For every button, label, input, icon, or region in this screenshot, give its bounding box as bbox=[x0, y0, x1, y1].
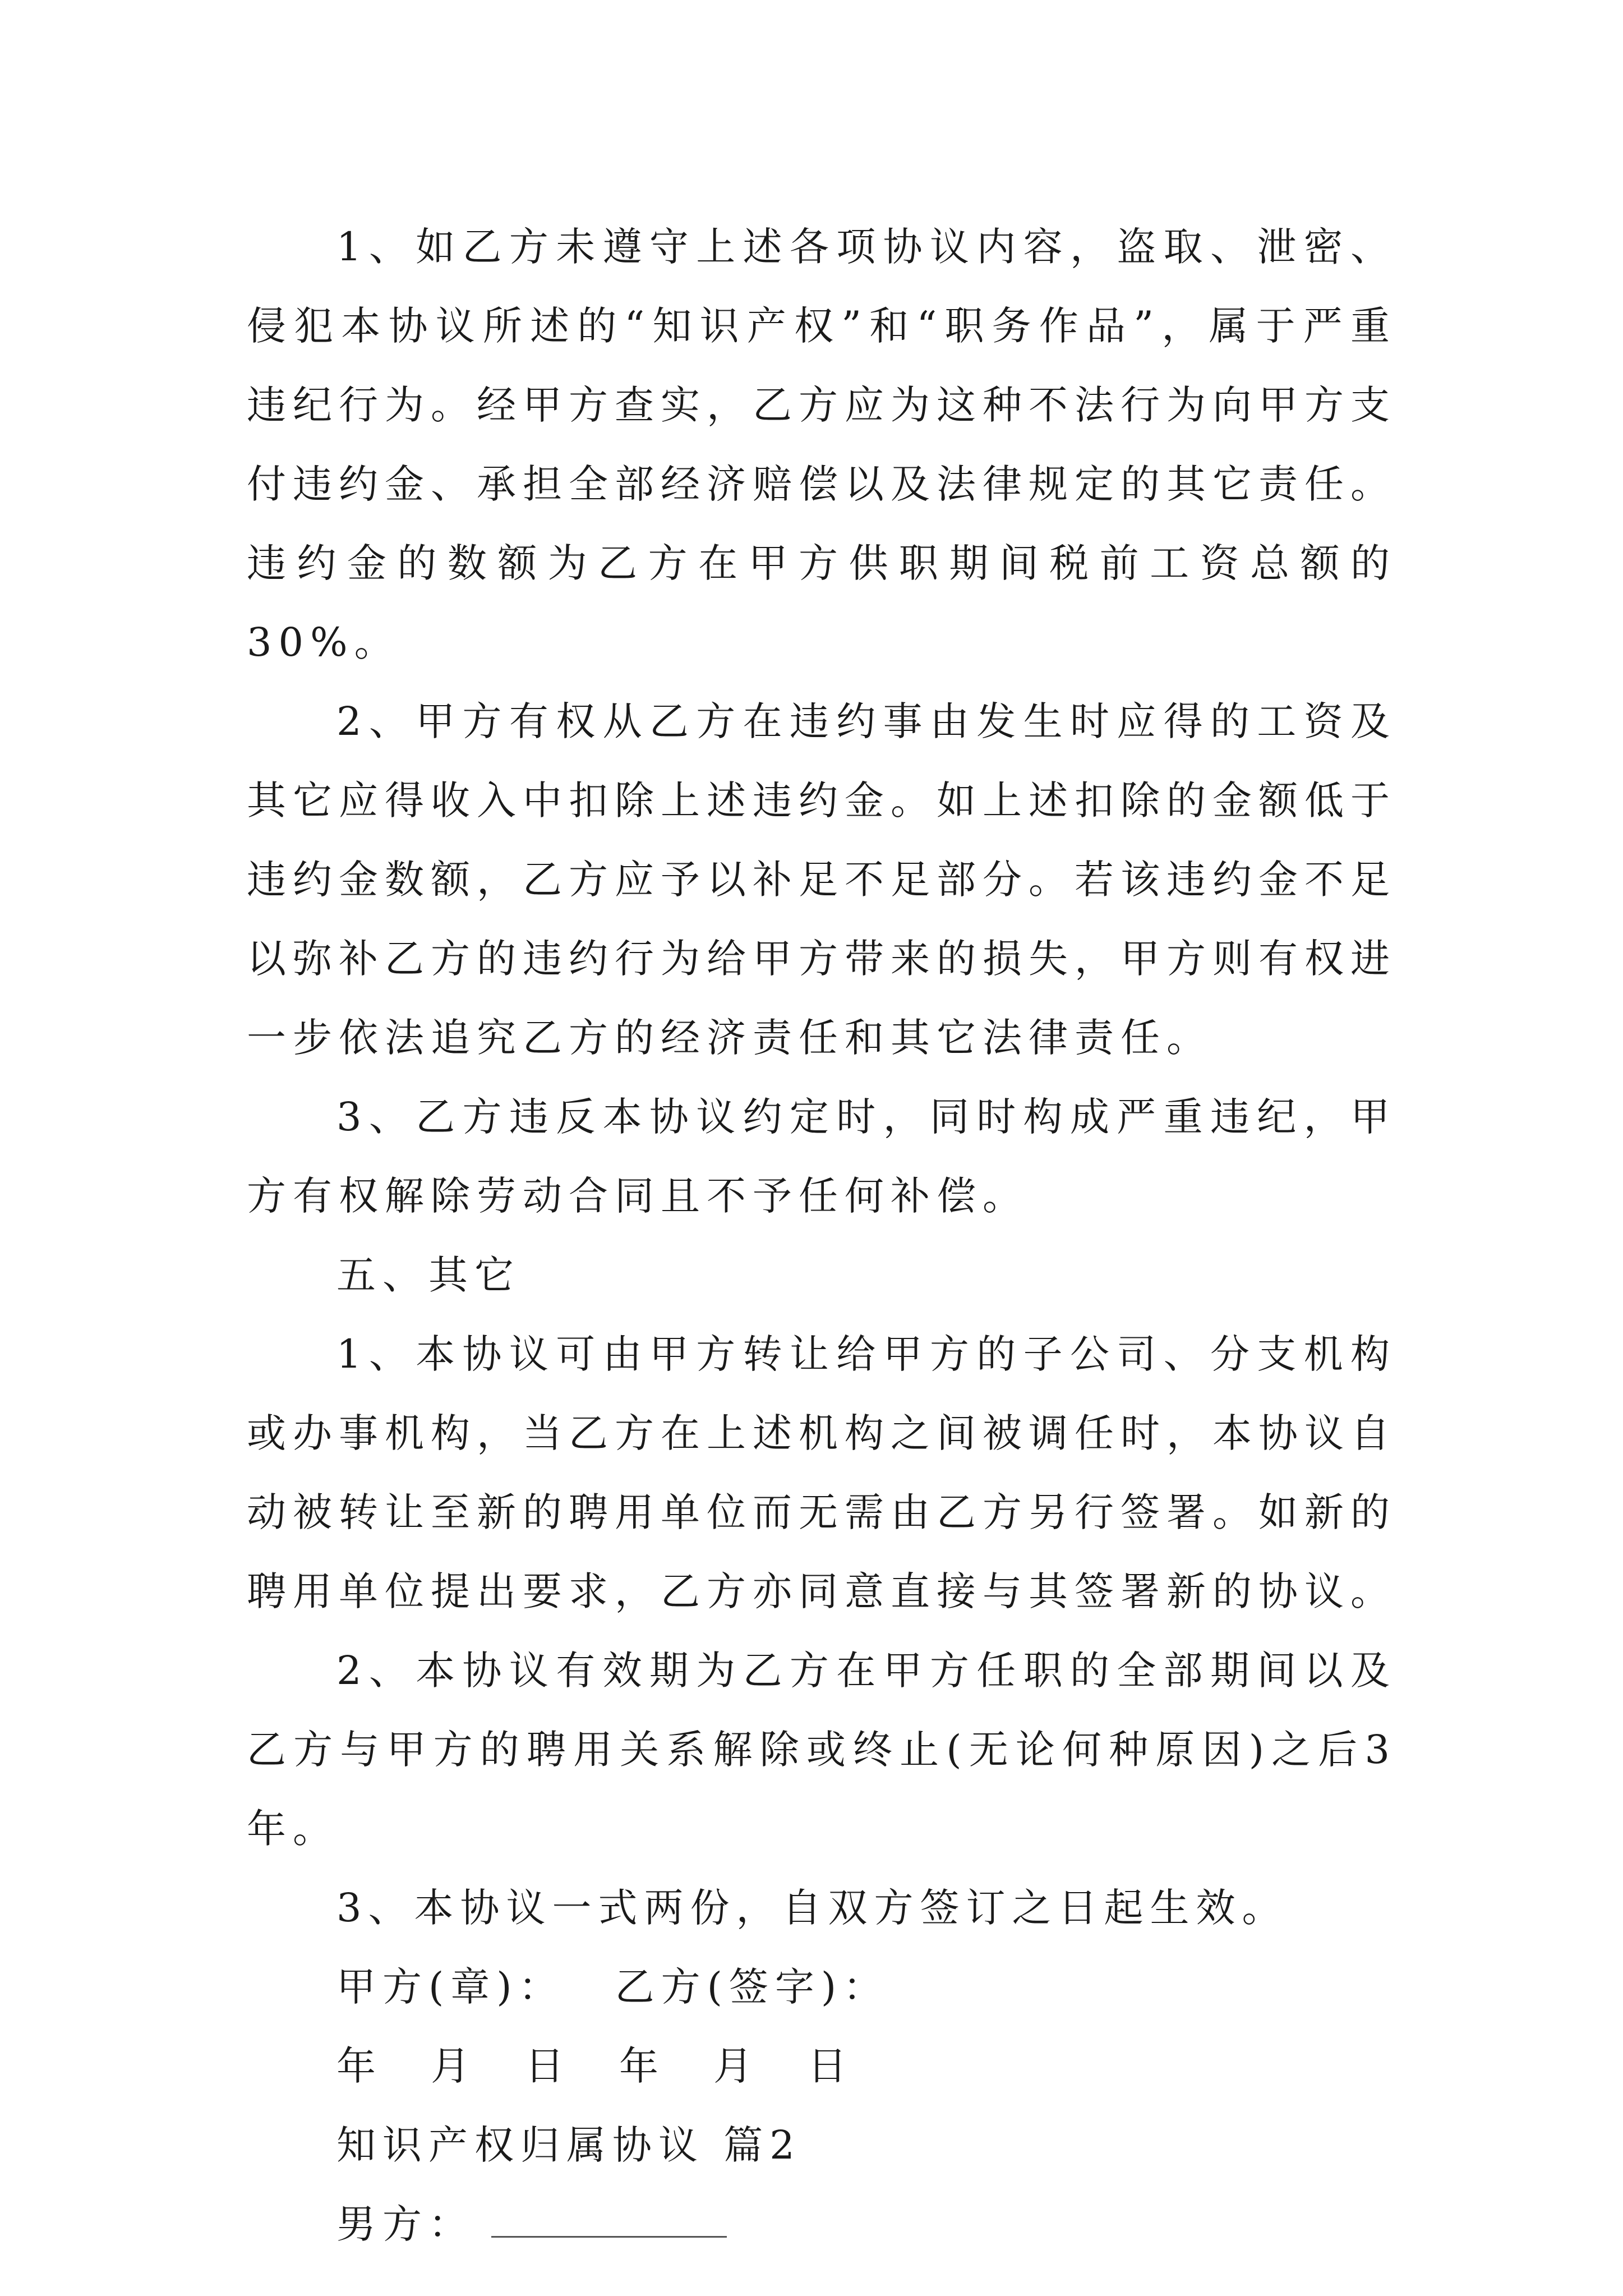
male-party-line bbox=[247, 2185, 1396, 2264]
male-party-blank bbox=[491, 2197, 727, 2238]
date-day-a: 日 bbox=[525, 2043, 571, 2089]
paragraph-termination: 3、乙方违反本协议约定时，同时构成严重违纪，甲方有权解除劳动合同且不予任何补偿。 bbox=[247, 1094, 1396, 1219]
paragraph-breach-penalty: 1、如乙方未遵守上述各项协议内容，盗取、泄密、侵犯本协议所述的“知识产权”和“职务作品”，属于严重违纪行为。经甲方查实，乙方应为这种不法行为向甲方支付违约金、承担全部经济赔偿以及法律规定的其它责任。违约金的数额为乙方在甲方供职期间税前工资总额的30%。 bbox=[247, 224, 1396, 665]
date-year-a: 年 bbox=[336, 2043, 382, 2089]
paragraph-transfer: 1、本协议可由甲方转让给甲方的子公司、分支机构或办事机构，当乙方在上述机构之间被调任时，本协议自动被转让至新的聘用单位而无需由乙方另行签署。如新的聘用单位提出要求，乙方亦同意直接与其签署新的协议。 bbox=[247, 1331, 1396, 1614]
section-heading: 五、其它 bbox=[336, 1252, 520, 1298]
date-line bbox=[247, 2027, 1396, 2106]
date-year-b: 年 bbox=[619, 2043, 665, 2089]
male-party-label: 男方： bbox=[336, 2201, 474, 2247]
document-body bbox=[247, 208, 1396, 2264]
paragraph-validity: 2、本协议有效期为乙方在甲方任职的全部期间以及乙方与甲方的聘用关系解除或终止(无论何种原因)之后3年。 bbox=[247, 1648, 1396, 1852]
paragraph-deduction: 2、甲方有权从乙方在违约事由发生时应得的工资及其它应得收入中扣除上述违约金。如上述扣除的金额低于违约金数额，乙方应予以补足不足部分。若该违约金不足以弥补乙方的违约行为给甲方带来的损失，甲方则有权进一步依法追究乙方的经济责任和其它法律责任。 bbox=[247, 698, 1396, 1061]
date-month-b: 月 bbox=[713, 2043, 759, 2089]
party-a-signature-label: 甲方(章)： bbox=[336, 1964, 565, 2010]
signature-line bbox=[247, 1948, 1396, 2027]
paragraph-copies: 3、本协议一式两份，自双方签订之日起生效。 bbox=[336, 1885, 1288, 1931]
next-agreement-title: 知识产权归属协议 篇2 bbox=[336, 2122, 801, 2168]
party-b-signature-label: 乙方(签字)： bbox=[615, 1964, 889, 2010]
date-month-a: 月 bbox=[431, 2043, 477, 2089]
date-day-b: 日 bbox=[808, 2043, 854, 2089]
